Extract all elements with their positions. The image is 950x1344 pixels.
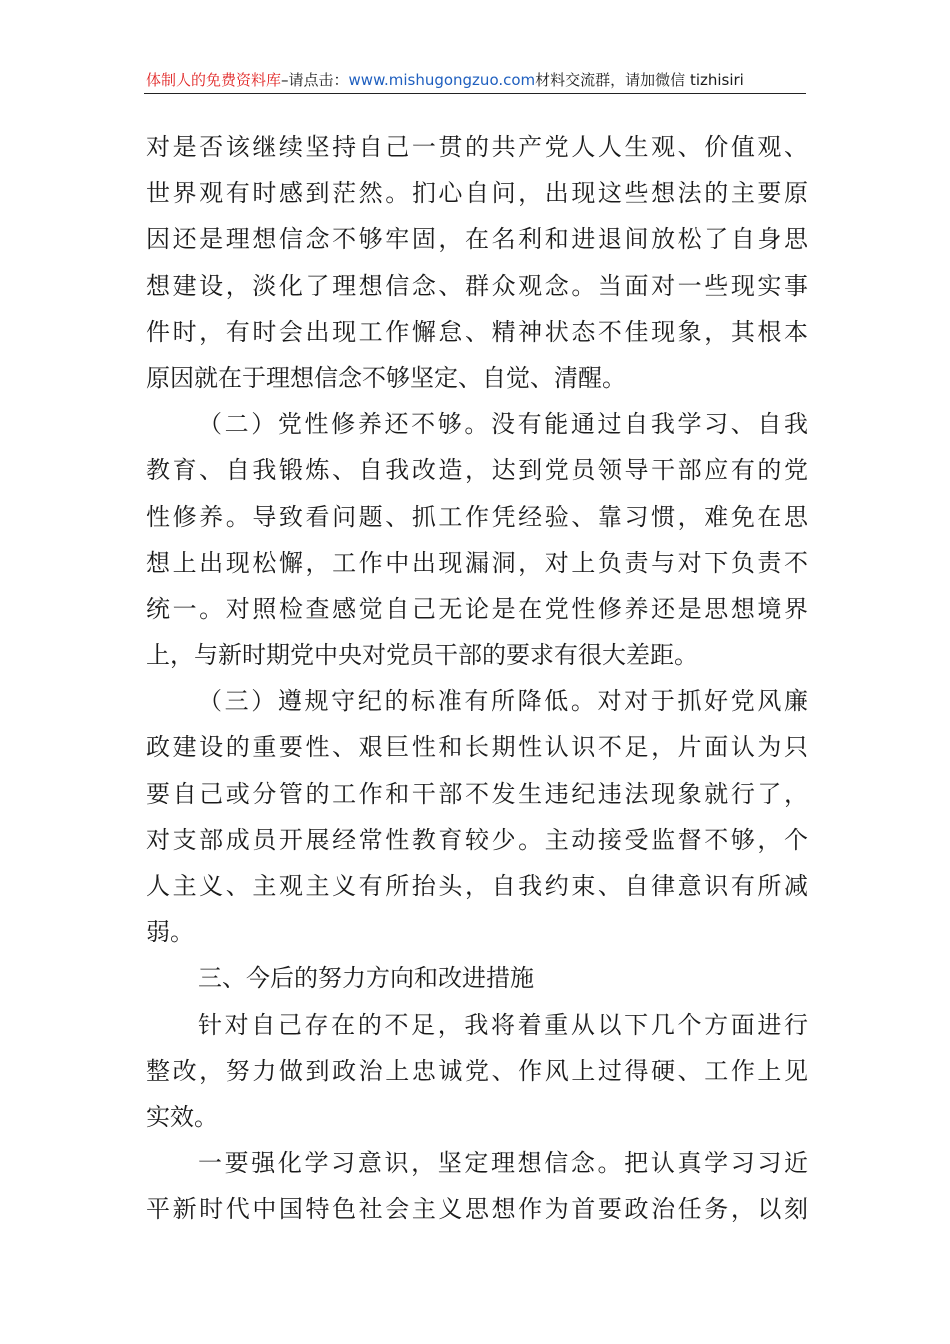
text-line: 教育、自我锻炼、自我改造，达到党员领导干部应有的党 (146, 456, 808, 485)
text-line: 人主义、主观主义有所抬头，自我约束、自律意识有所减 (146, 872, 808, 900)
header-tail: 材料交流群，请加微信 tizhisiri (535, 71, 744, 89)
text-line: 件时，有时会出现工作懈怠、精神状态不佳现象，其根本 (146, 317, 808, 346)
text-line: 平新时代中国特色社会主义思想作为首要政治任务，以刻 (146, 1195, 808, 1224)
text-line: 要自己或分管的工作和干部不发生违纪违法现象就行了， (146, 779, 808, 808)
text-line: 世界观有时感到茫然。扪心自问，出现这些想法的主要原 (146, 179, 808, 208)
header-divider (144, 93, 806, 94)
text-line: 政建设的重要性、艰巨性和长期性认识不足，片面认为只 (146, 733, 808, 762)
text-line: 原因就在于理想信念不够坚定、自觉、清醒。 (146, 363, 626, 392)
text-line: 一要强化学习意识，坚定理想信念。把认真学习习近 (198, 1149, 808, 1178)
text-line: （二）党性修养还不够。没有能通过自我学习、自我 (198, 410, 808, 439)
text-line: 对支部成员开展经常性教育较少。主动接受监督不够，个 (146, 825, 808, 854)
body-text (146, 124, 808, 1233)
page-header (146, 70, 806, 94)
text-line: 性修养。导致看问题、抓工作凭经验、靠习惯，难免在思 (146, 502, 808, 531)
text-line: 针对自己存在的不足，我将着重从以下几个方面进行 (198, 1010, 808, 1039)
header-prompt: –请点击： (281, 71, 349, 89)
header-brand: 体制人的免费资料库 (146, 71, 282, 89)
text-line: 整改，努力做到政治上忠诚党、作风上过得硬、工作上见 (146, 1056, 808, 1085)
text-line: 想建设，淡化了理想信念、群众观念。当面对一些现实事 (146, 271, 808, 300)
header-url-link[interactable]: www.mishugongzuo.com (348, 71, 536, 89)
text-line: 想上出现松懈，工作中出现漏洞，对上负责与对下负责不 (146, 548, 808, 577)
section-heading: 三、今后的努力方向和改进措施 (198, 964, 534, 993)
text-line: 对是否该继续坚持自己一贯的共产党人人生观、价值观、 (146, 133, 808, 161)
text-line: 统一。对照检查感觉自己无论是在党性修养还是思想境界 (146, 594, 808, 623)
text-line: 实效。 (146, 1102, 218, 1131)
text-line: 弱。 (146, 918, 194, 947)
text-line: （三）遵规守纪的标准有所降低。对对于抓好党风廉 (198, 687, 808, 716)
text-line: 因还是理想信念不够牢固，在名利和进退间放松了自身思 (146, 225, 808, 254)
text-line: 上，与新时期党中央对党员干部的要求有很大差距。 (146, 641, 698, 670)
